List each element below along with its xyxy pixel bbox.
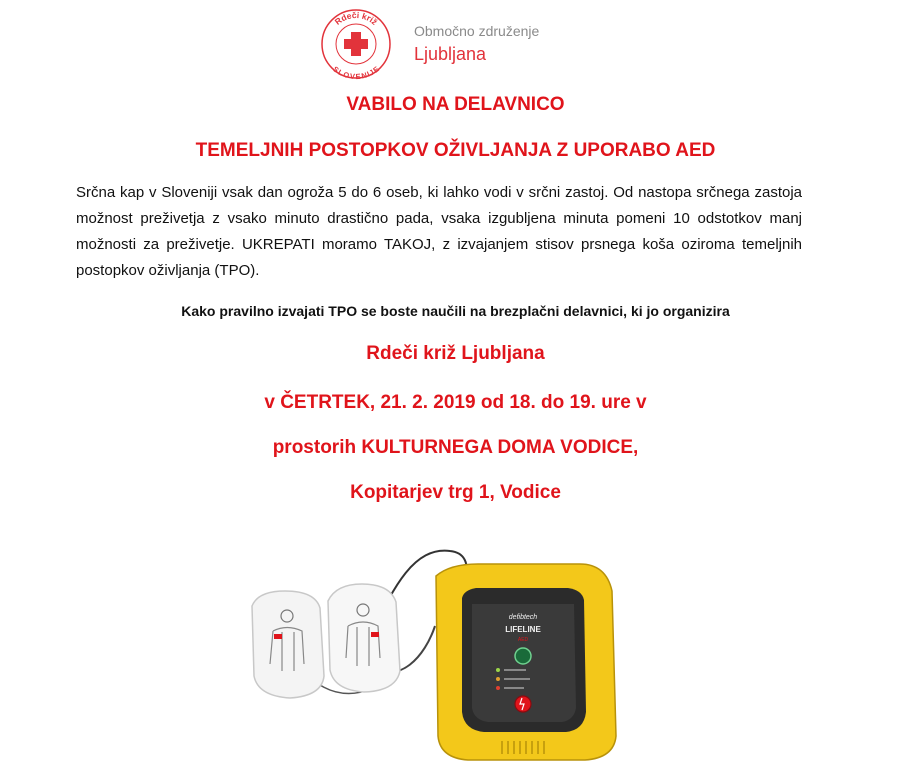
logo-ring-top-text: Rdeči križ bbox=[332, 9, 380, 27]
logo-ring-bottom-text: SLOVENIJE bbox=[331, 64, 381, 80]
device-model-sub: AED bbox=[517, 637, 529, 643]
device-brand: defibtech bbox=[508, 614, 538, 621]
electrode-pad-left bbox=[252, 591, 324, 698]
device-model: LIFELINE bbox=[505, 625, 541, 634]
org-name: Ljubljana bbox=[414, 44, 487, 64]
page-title: VABILO NA DELAVNICO bbox=[346, 94, 565, 115]
electrode-pad-right bbox=[328, 584, 400, 692]
page-subtitle: TEMELJNIH POSTOPKOV OŽIVLJANJA Z UPORABO AED bbox=[195, 140, 716, 161]
event-address: Kopitarjev trg 1, Vodice bbox=[350, 482, 561, 503]
event-organizer: Rdeči križ Ljubljana bbox=[366, 343, 545, 364]
invite-line: Kako pravilno izvajati TPO se boste naučili na brezplačni delavnici, ki jo organizira bbox=[181, 303, 730, 319]
aed-body bbox=[436, 564, 616, 760]
event-date: v ČETRTEK, 21. 2. 2019 od 18. do 19. ure v bbox=[264, 392, 647, 413]
org-subtitle: Območno združenje bbox=[414, 23, 540, 39]
aed-device-image bbox=[240, 536, 620, 764]
red-cross-logo-icon bbox=[320, 8, 392, 80]
event-venue: prostorih KULTURNEGA DOMA VODICE, bbox=[272, 437, 639, 458]
intro-paragraph: Srčna kap v Sloveniji vsak dan ogroža 5 do 6 oseb, ki lahko vodi v srčni zastoj. Od nastopa srčnega zastoja možnost preživetja z vsako minuto drastično pada, vsaka izgubljena minuta pomeni 10 odstotkov manj možnosti za preživetje. UKREPATI moramo TAKOJ, z izvajanjem stisov prsnega koša oziroma temeljnih postopkov oživljanja (TPO). bbox=[76, 184, 802, 279]
power-button-icon bbox=[515, 648, 531, 664]
svg-text:SLOVENIJE bbox=[331, 64, 381, 80]
